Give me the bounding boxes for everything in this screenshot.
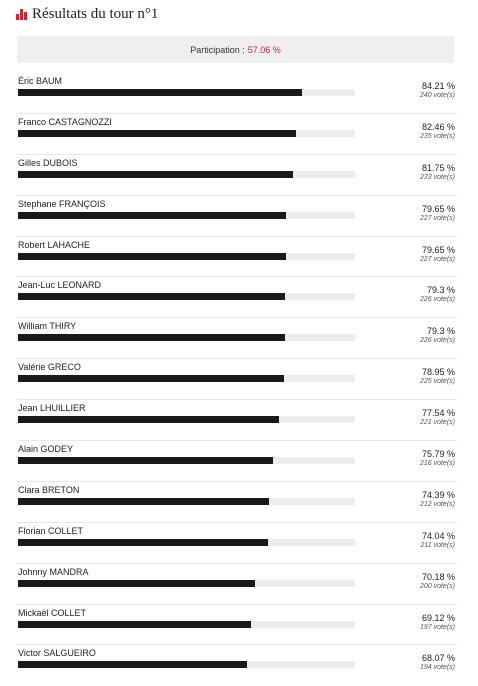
- candidate-votes: 225 vote(s): [419, 378, 455, 386]
- result-bar-fill: [18, 293, 285, 300]
- candidate-row: [17, 114, 457, 155]
- candidate-percent: 77.54 %: [421, 408, 455, 419]
- candidate-name: Gilles DUBOIS: [18, 157, 78, 168]
- candidate-percent: 81.75 %: [421, 162, 455, 173]
- candidate-row: [17, 155, 457, 196]
- result-bar-track: [18, 89, 355, 96]
- candidate-percent: 79.65 %: [421, 244, 455, 255]
- candidate-votes: 226 vote(s): [419, 296, 455, 304]
- results-header: [16, 6, 158, 23]
- candidate-row: [17, 196, 457, 237]
- result-bar-track: [18, 253, 355, 260]
- candidate-name: Mickaël COLLET: [18, 607, 87, 618]
- candidate-votes: 194 vote(s): [419, 664, 455, 672]
- candidate-percent: 69.12 %: [421, 612, 455, 623]
- candidate-list: [17, 73, 457, 686]
- candidate-name: Victor SALGUEIRO: [18, 648, 96, 659]
- result-bar-track: [18, 539, 355, 546]
- candidate-percent: 75.79 %: [421, 449, 455, 460]
- candidate-name: William THIRY: [18, 321, 77, 332]
- result-bar-fill: [18, 661, 247, 668]
- candidate-row: [17, 482, 457, 523]
- candidate-percent: 79.65 %: [421, 203, 455, 214]
- candidate-votes: 240 vote(s): [419, 92, 455, 99]
- bar-chart-icon: [16, 9, 27, 20]
- candidate-votes: 216 vote(s): [419, 460, 455, 468]
- candidate-votes: 226 vote(s): [419, 337, 455, 345]
- result-bar-track: [18, 580, 355, 587]
- candidate-percent: 79.3 %: [426, 285, 455, 296]
- candidate-percent: 79.3 %: [426, 326, 455, 337]
- candidate-name: Valérie GRECO: [18, 362, 81, 373]
- candidate-row: [17, 523, 457, 564]
- candidate-percent: 74.04 %: [421, 530, 455, 541]
- candidate-name: Franco CASTAGNOZZI: [18, 116, 112, 127]
- candidate-name: Florian COLLET: [18, 525, 84, 536]
- candidate-row: [17, 237, 457, 278]
- candidate-name: Alain GODEY: [18, 444, 74, 455]
- result-bar-fill: [18, 416, 279, 423]
- candidate-row: [17, 73, 457, 114]
- result-bar-fill: [18, 334, 285, 341]
- candidate-percent: 82.46 %: [421, 121, 455, 132]
- candidate-percent: 70.18 %: [421, 571, 455, 582]
- candidate-votes: 221 vote(s): [419, 419, 455, 427]
- candidate-votes: 200 vote(s): [419, 582, 455, 590]
- candidate-row: [17, 359, 457, 400]
- candidate-row: [17, 318, 457, 359]
- candidate-row: [17, 277, 457, 318]
- result-bar-fill: [18, 212, 286, 219]
- candidate-percent: 78.95 %: [421, 367, 455, 378]
- candidate-votes: 197 vote(s): [419, 623, 455, 631]
- participation-banner: [17, 36, 454, 63]
- result-bar-fill: [18, 89, 302, 96]
- candidate-percent: 68.07 %: [421, 653, 455, 664]
- candidate-percent: 74.39 %: [421, 489, 455, 500]
- result-bar-track: [18, 212, 355, 219]
- result-bar-track: [18, 130, 355, 137]
- candidate-row: [17, 605, 457, 646]
- candidate-votes: 211 vote(s): [420, 541, 455, 549]
- result-bar-fill: [18, 457, 273, 464]
- candidate-row: [17, 441, 457, 482]
- candidate-votes: 233 vote(s): [419, 173, 455, 181]
- candidate-votes: 212 vote(s): [419, 500, 455, 508]
- candidate-row: [17, 564, 457, 605]
- result-bar-track: [18, 498, 355, 505]
- candidate-percent: 84.21 %: [421, 81, 455, 91]
- result-bar-fill: [18, 498, 269, 505]
- results-title: Résultats du tour n°1: [32, 6, 159, 22]
- candidate-name: Jean-Luc LEONARD: [18, 280, 102, 291]
- candidate-name: Stephane FRANÇOIS: [18, 198, 106, 209]
- candidate-votes: 227 vote(s): [419, 255, 455, 263]
- result-bar-track: [18, 334, 355, 341]
- result-bar-fill: [18, 253, 286, 260]
- candidate-name: Éric BAUM: [18, 76, 63, 86]
- candidate-votes: 227 vote(s): [419, 214, 455, 222]
- candidate-row: [17, 400, 457, 441]
- candidate-name: Robert LAHACHE: [18, 239, 91, 250]
- result-bar-track: [18, 661, 355, 668]
- result-bar-track: [18, 416, 355, 423]
- result-bar-fill: [18, 171, 293, 178]
- candidate-name: Clara BRETON: [18, 484, 80, 495]
- result-bar-track: [18, 375, 355, 382]
- result-bar-track: [18, 457, 355, 464]
- candidate-name: Johnny MANDRA: [18, 566, 89, 577]
- result-bar-fill: [18, 580, 255, 587]
- result-bar-fill: [18, 130, 296, 137]
- result-bar-fill: [18, 621, 251, 628]
- result-bar-track: [18, 621, 355, 628]
- candidate-name: Jean LHUILLIER: [18, 403, 86, 414]
- participation-value: 57.06 %: [247, 44, 281, 55]
- result-bar-track: [18, 293, 355, 300]
- candidate-votes: 235 vote(s): [419, 132, 455, 140]
- result-bar-track: [18, 171, 355, 178]
- result-bar-fill: [18, 375, 284, 382]
- result-bar-fill: [18, 539, 268, 546]
- participation-label: Participation :: [190, 44, 245, 55]
